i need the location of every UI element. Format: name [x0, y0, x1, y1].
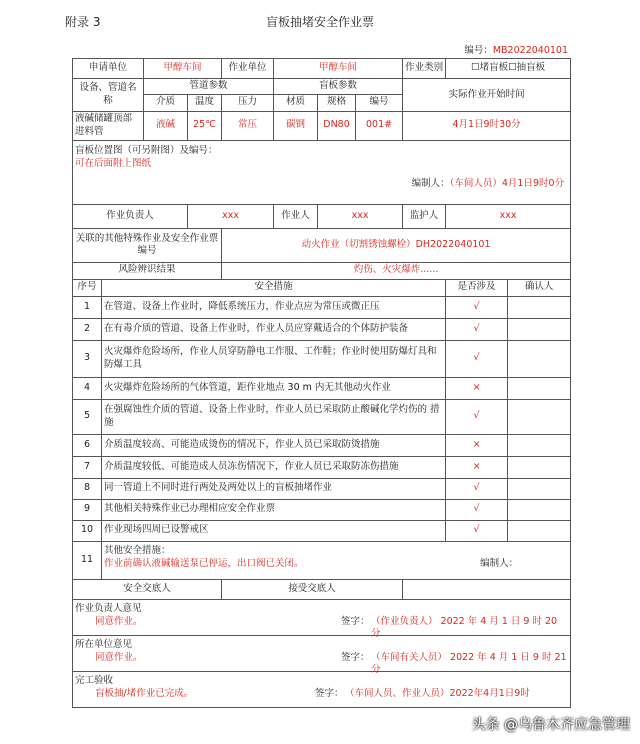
risk-label: 风险辨识结果 [73, 262, 222, 279]
measure-confirm [508, 340, 571, 377]
diagram-editor [75, 178, 564, 191]
unit-opinion-value: 同意作业。 [95, 651, 143, 663]
worker-value: xxx [318, 204, 403, 228]
unit-sign-value: （车间有关人员） 2022 年 4 月 1 日 9 时 21 分 [371, 651, 567, 676]
col-spec: 规格 [318, 94, 356, 111]
worker-label: 作业人 [274, 204, 318, 228]
pipe-params-label: 管道参数 [144, 79, 274, 95]
handover-receiver-label: 接受交底人 [222, 579, 403, 599]
measure-text: 在有毒介质的管道、设备上作业时，作业人员应穿戴适合的个体防护装备 [102, 318, 446, 340]
measure-text: 其他相关特殊作业已办理相应安全作业票 [102, 499, 446, 520]
material-value: 碳钢 [274, 111, 318, 140]
other-measures-label: 其他安全措施： [104, 544, 171, 556]
risk-value: 灼伤、火灾爆炸...... [222, 262, 571, 279]
measure-seq: 5 [73, 399, 102, 434]
measure-confirm [508, 399, 571, 434]
equipment-label: 设备、管道名称 [73, 79, 144, 112]
measure-seq: 7 [73, 456, 102, 478]
leader-sign-label: 签字： [341, 615, 370, 627]
watermark: 头条 @乌鲁木齐应急管理 [471, 717, 630, 733]
measure-confirm [508, 499, 571, 520]
leader-opinion-value: 同意作业。 [95, 615, 143, 627]
measure-involved: √ [446, 520, 508, 541]
measure-text: 同一管道上不同时进行两处及两处以上的盲板抽堵作业 [102, 478, 446, 499]
measure-involved: √ [446, 296, 508, 318]
pressure-value: 常压 [222, 111, 274, 140]
col-material: 材质 [274, 94, 318, 111]
unit-sign-label: 签字： [341, 651, 370, 663]
measure-confirm [508, 478, 571, 499]
measure-seq: 4 [73, 377, 102, 399]
work-permit-table [72, 58, 571, 708]
acceptance-sign-label: 签字： [315, 687, 344, 699]
measure-confirm [508, 296, 571, 318]
start-time-label: 实际作业开始时间 [403, 79, 571, 112]
leader-sign-value: （作业负责人） 2022 年 4 月 1 日 9 时 20 分 [371, 615, 558, 640]
table-row [73, 434, 571, 456]
diagram-row [73, 140, 571, 204]
medium-value: 液碱 [144, 111, 188, 140]
measure-text: 作业现场四周已设警戒区 [102, 520, 446, 541]
table-row [73, 456, 571, 478]
table-row [73, 377, 571, 399]
measure-header: 安全措施 [102, 279, 446, 296]
work-type-value: ☐堵盲板☐抽盲板 [446, 59, 571, 79]
related-permit-value: 动火作业（切割锈蚀螺栓）DH2022040101 [222, 228, 571, 262]
measure-involved: √ [446, 499, 508, 520]
table-row [73, 499, 571, 520]
equipment-row [73, 111, 571, 140]
guardian-label: 监护人 [403, 204, 446, 228]
acceptance-label: 完工验收 [75, 674, 114, 686]
col-temperature: 温度 [188, 94, 222, 111]
diagram-label: 盲板位置图（可另附图）及编号： [75, 144, 218, 156]
measures-header-row [73, 279, 571, 296]
seq-header: 序号 [73, 279, 102, 296]
work-unit-value: 甲醇车间 [274, 59, 403, 79]
diagram-editor-label: 编制人： [411, 178, 450, 190]
table-row [73, 520, 571, 541]
other-measures-value: 作业前确认液碱输送泵已停运，出口阀已关闭。 [104, 557, 304, 569]
measure-seq: 10 [73, 520, 102, 541]
temperature-value: 25℃ [188, 111, 222, 140]
leader-opinion-label: 作业负责人意见 [75, 602, 142, 614]
table-row [73, 340, 571, 377]
other-measures-seq: 11 [73, 541, 102, 579]
measure-confirm [508, 434, 571, 456]
form-number [464, 42, 568, 56]
params-header-row [73, 79, 571, 95]
unit-opinion-label: 所在单位意见 [75, 638, 133, 650]
measure-text: 在管道、设备上作业时，降低系统压力，作业点应为常压或微正压 [102, 296, 446, 318]
measure-involved: √ [446, 478, 508, 499]
table-row [73, 478, 571, 499]
measure-seq: 3 [73, 340, 102, 377]
leader-value: xxx [188, 204, 274, 228]
spec-value: DN80 [318, 111, 356, 140]
table-row [73, 318, 571, 340]
measure-seq: 1 [73, 296, 102, 318]
measure-confirm [508, 456, 571, 478]
measure-seq: 6 [73, 434, 102, 456]
work-type-label: 作业类别 [403, 59, 446, 79]
measure-involved: √ [446, 399, 508, 434]
form-number-value: MB2022040101 [492, 45, 568, 56]
handover-receiver-value [403, 579, 571, 599]
measure-involved: √ [446, 340, 508, 377]
measure-confirm [508, 520, 571, 541]
col-pressure: 压力 [222, 94, 274, 111]
table-row [73, 296, 571, 318]
appendix-label: 附录 3 [65, 15, 101, 29]
risk-row [73, 262, 571, 279]
measure-seq: 2 [73, 318, 102, 340]
applicant-row [73, 59, 571, 79]
page-title: 盲板抽堵安全作业票 [265, 15, 374, 29]
measure-text: 火灾爆炸危险场所，作业人员穿防静电工作服、工作鞋；作业时使用防爆灯具和防爆工具 [102, 340, 446, 377]
people-row [73, 204, 571, 228]
measure-confirm [508, 318, 571, 340]
measure-involved: × [446, 434, 508, 456]
col-medium: 介质 [144, 94, 188, 111]
measure-seq: 9 [73, 499, 102, 520]
related-permit-row [73, 228, 571, 262]
measure-seq: 8 [73, 478, 102, 499]
other-measures-editor-label: 编制人： [480, 557, 519, 569]
measure-involved: × [446, 456, 508, 478]
measure-text: 在强腐蚀性介质的管道、设备上作业时，作业人员已采取防止酸碱化学灼伤的 措施 [102, 399, 446, 434]
other-measures-row [73, 541, 571, 579]
leader-opinion-row [73, 599, 571, 635]
number-value: 001# [356, 111, 403, 140]
equipment-value: 液碱储罐顶部进料管 [73, 111, 144, 140]
col-number: 编号 [356, 94, 403, 111]
related-permit-label: 关联的其他特殊作业及安全作业票编号 [73, 228, 222, 262]
measure-involved: × [446, 377, 508, 399]
diagram-value: 可在后面附上图纸 [75, 157, 152, 169]
involved-header: 是否涉及 [446, 279, 508, 296]
work-unit-label: 作业单位 [222, 59, 274, 79]
acceptance-sign-value: （车间人员、作业人员）2022年4月1日9时 [345, 687, 530, 699]
guardian-value: xxx [446, 204, 571, 228]
applicant-label: 申请单位 [73, 59, 144, 79]
confirm-header: 确认人 [508, 279, 571, 296]
blind-params-label: 盲板参数 [274, 79, 403, 95]
acceptance-value: 盲板抽/堵作业已完成。 [95, 687, 194, 699]
measure-confirm [508, 377, 571, 399]
measure-text: 火灾爆炸危险场所的气体管道，距作业地点 30 m 内无其他动火作业 [102, 377, 446, 399]
handover-row [73, 579, 571, 599]
table-row [73, 399, 571, 434]
applicant-value: 甲醇车间 [144, 59, 222, 79]
measure-involved: √ [446, 318, 508, 340]
measure-text: 介质温度较高、可能造成烫伤的情况下，作业人员已采取防烫措施 [102, 434, 446, 456]
handover-giver-label: 安全交底人 [73, 579, 222, 599]
diagram-editor-value: （车间人员）4月1日9时0分 [449, 178, 565, 190]
measure-text: 介质温度较低、可能造成人员冻伤情况下，作业人员已采取防冻伤措施 [102, 456, 446, 478]
leader-label: 作业负责人 [73, 204, 188, 228]
form-number-label: 编号： [464, 45, 493, 56]
start-time-value: 4月1日9时30分 [403, 111, 571, 140]
